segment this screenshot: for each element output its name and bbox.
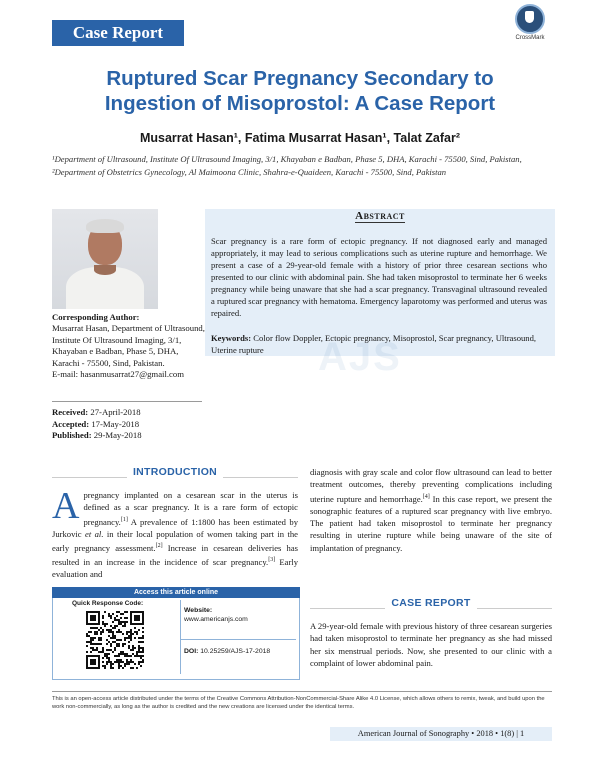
introduction-text: Apregnancy implanted on a cesarean scar in the uterus is defined as a scar pregnancy. It is a rare form of ectopic pregnancy.[1] A prevalence of 1:1800 has been estimated by Jurkovic et al. in their local population of women taking part in the early pregnancy assessment.[2] Increase in cesarean deliveries has resulted in an increase in the incidence of scar pregnancy.[3] Early evaluation and — [52, 485, 298, 580]
author-photo — [52, 209, 158, 309]
received-label: Received: — [52, 407, 89, 417]
title-line-1: Ruptured Scar Pregnancy Secondary to — [106, 67, 494, 90]
website-label: Website: — [184, 607, 213, 614]
dropcap: A — [52, 485, 80, 527]
article-dates — [52, 407, 202, 442]
keywords-label: Keywords: — [211, 333, 252, 343]
abstract-text: Scar pregnancy is a rare form of ectopic pregnancy. If not diagnosed early and managed appropriately, it may lead to serious complications such as uterine rupture and hemorrhage. We present a case of a 29-year-old female with a history of prior three cesarean sections who presented to our clinic with abdominal pain. She had taken misoprostol to terminate her 6 weeks pregnancy while being unaware that she had a scar pregnancy. Transvaginal ultrasound revealed a ruptured scar pregnancy with hematoma. Emergency laparotomy was performed and uterus was repaired. — [211, 236, 547, 318]
keywords — [211, 332, 547, 356]
access-divider-h — [180, 639, 296, 640]
case-report-heading: CASE REPORT — [310, 597, 552, 609]
journal-footer: American Journal of Sonography • 2018 • 1(8) | 1 — [330, 727, 552, 741]
case-report-tab: Case Report — [52, 20, 184, 46]
doi-block — [184, 648, 270, 655]
license-text: This is an open-access article distributed under the terms of the Creative Commons Attribution-NonCommercial-Share Alike 4.0 License, which allows others to remix, tweak, and build upon the work non-commercially, as long as the author is credited and the new creations are licensed under the identical terms. — [52, 696, 545, 710]
intro-continued-text: diagnosis with gray scale and color flow ultrasound can lead to better treatment outcomes, thereby preventing complications including uterine rupture and hemorrhage.[4] In this case report, we present the sonographic features of a ruptured scar pregnancy with live embryo. The patient had taken misoprostol to terminate her pregnancy resulting in uterine rupture while being unaware of the site of implantation of pregnancy. — [310, 467, 552, 553]
affiliations: ¹Department of Ultrasound, Institute Of Ultrasound Imaging, 3/1, Khayaban e Badban, Phase 5, DHA, Karachi - 75500, Sind, Pakistan, ²Department of Obstetrics Gynecology, Al Maimoona Clinic, Shahra-e-Quaideen, Karachi - 75500, Sind, Pakistan — [52, 154, 522, 177]
accepted-label: Accepted: — [52, 418, 90, 429]
introduction-heading: INTRODUCTION — [52, 466, 298, 478]
author-list: Musarrat Hasan¹, Fatima Musarrat Hasan¹, Talat Zafar² — [139, 131, 460, 145]
title-line-2: Ingestion of Misoprostol: A Case Report — [104, 92, 496, 115]
crossmark-label: CrossMark — [515, 35, 545, 41]
website-block — [184, 606, 248, 624]
doi-value[interactable]: 10.25259/AJS-17-2018 — [200, 648, 271, 655]
keywords-list: Color flow Doppler, Ectopic pregnancy, Misoprostol, Scar pregnancy, Ultrasound, Uterine rupture — [211, 333, 537, 355]
abstract-heading: Abstract — [355, 210, 405, 222]
published-label: Published: — [52, 430, 92, 440]
corresponding-author — [52, 312, 207, 380]
license-rule — [52, 691, 552, 692]
crossmark-badge[interactable] — [510, 4, 550, 41]
access-bar: Access this article online — [52, 587, 300, 598]
corresponding-label: Corresponding Author: — [52, 312, 140, 322]
accepted-date: 17-May-2018 — [91, 418, 140, 429]
published-date: 29-May-2018 — [93, 430, 142, 440]
journal-watermark: AJS — [318, 335, 402, 379]
article-title — [40, 66, 560, 116]
access-divider — [180, 600, 181, 674]
crossmark-icon — [515, 4, 545, 34]
divider — [52, 401, 202, 402]
received-date: 27-April-2018 — [90, 407, 141, 417]
qr-code[interactable] — [86, 611, 144, 669]
qr-label: Quick Response Code: — [72, 600, 144, 607]
corresponding-email[interactable]: E-mail: hasanmusarrat27@gmail.com — [52, 369, 185, 380]
website-link[interactable]: www.americanjs.com — [184, 616, 248, 623]
corresponding-address: Musarrat Hasan, Department of Ultrasound, Institute Of Ultrasound Imaging, 3/1, Khayaban e Badban, Phase 5, DHA, Karachi - 75500, Sind, Pakistan. — [52, 323, 205, 368]
doi-label: DOI: — [184, 648, 199, 655]
case-report-text: A 29-year-old female with previous history of three cesarean surgeries had taken misoprostol to terminate her pregnancy as she had missed her six menstrual periods. Now, she presented to our clinic with a complaint of lower abdominal pain. — [310, 621, 552, 668]
